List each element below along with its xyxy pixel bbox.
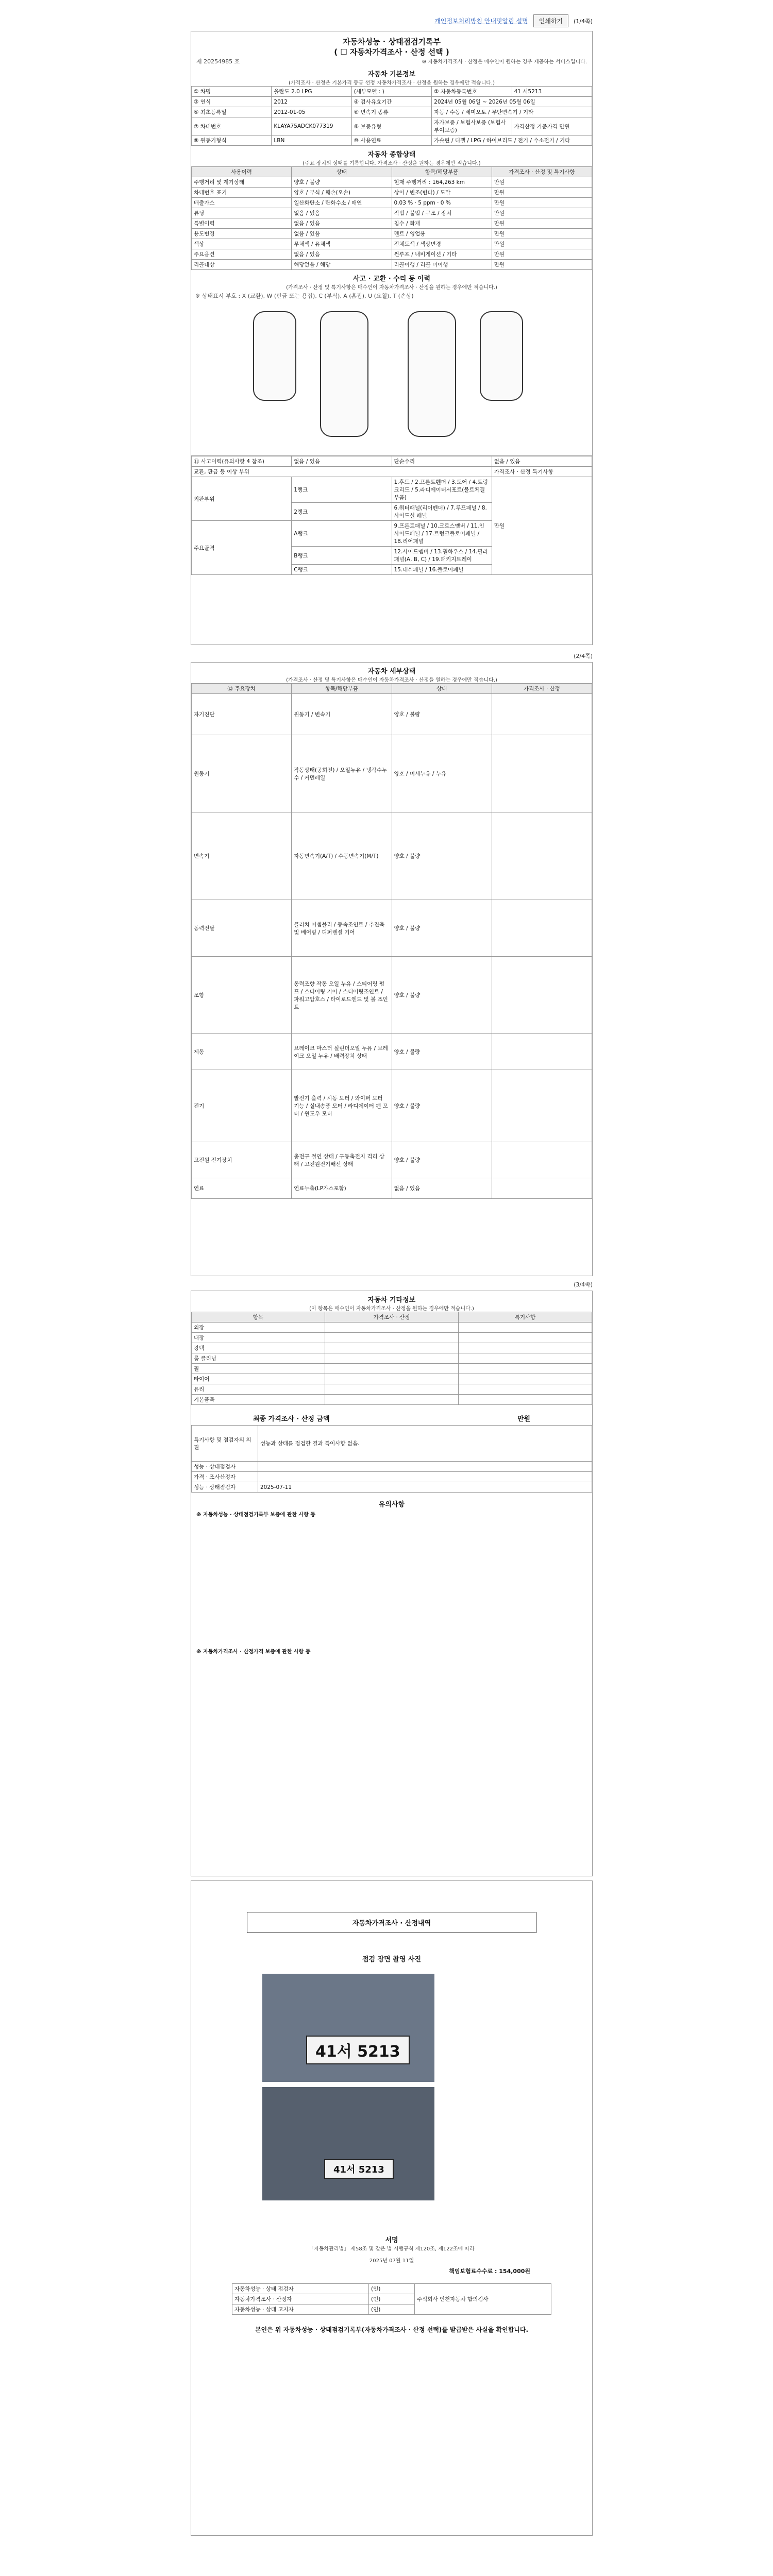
detail-table: ⑫ 주요장치 항목/해당부품 상태 가격조사 · 산정 자기진단 원동기 / 변속기 양호 / 불량 원동기 작동상태(공회전) / 오일누유 / 냉각수누수 / 커먼레일 양호 / 미세누유 / 누유 변속기 자동변속기(A/T) / 수동변속기(M/T) 양호 / 불량 동력전달 클러치 어셈블리 / 등속조인트 / 추진축 및 베어링 / 디퍼렌셜 기어 양호 / 불량 조향 동력조향 작동 오일 누유 / 스티어링 펌프 / 스티어링 기어 / 스티어링조인트 / 파워고압호스 / 타이로드엔드 및 볼 조인트 양호 / 불량 제동 브레이크 마스터 실린더오일 누유 / 브레이크 오일 누유 / 배력장치 상태 양호 / 불량 전기 발전기 출력 / 시동 모터 / 와이퍼 모터 기능 / 실내송풍 모터 / 라디에이터 팬 모터 / 윈도우 모터 양호 / 불량 고전원 전기장치 충전구 절연 상태 / 구동축전지 격리 상태 / 고전원전기배선 상태 양호 / 불량 연료 연료누출(LP가스포함) 없음 / 있음 xyxy=(191,683,592,1199)
fee: 책임보험료수수료 : 154,000원 xyxy=(449,2268,530,2275)
car-top-view xyxy=(320,311,368,437)
page-number-3: (3/4쪽) xyxy=(574,1281,593,1288)
price-title: 최종 가격조사 · 산정 금액 xyxy=(253,1415,330,1423)
opinion-table: 특기사항 및 점검자의 의견 성능과 상태를 점검한 결과 특이사항 없음. 성능 · 상태점검자 가격 · 조사산정자 성능 · 상태점검자 2025-07-11 xyxy=(191,1425,592,1493)
accident-table: ⑪ 사고이력(유의사항 4 참조) 없음 / 있음 단순수리 없음 / 있음 교환, 판금 등 이상 부위 가격조사 · 산정 특기사항 외판부위 1랭크 1.후드 / 2.프론트휀더 / 3.도어 / 4.트렁크리드 / 5.라디에이터서포트(볼트체결부품) 만원 2랭크 6.쿼터패널(리어펜더) / 7.루프패널 / 8.사이드실 패널 주요골격 A랭크 9.프론트패널 / 10.크로스멤버 / 11.인사이드패널 / 17.트렁크플로어패널 / 18.리어패널 B랭크 12.사이드멤버 / 13.휠하우스 / 14.필러패널(A, B, C) / 19.패키지트레이 C랭크 15.대쉬패널 / 16.플로어패널 xyxy=(191,456,592,575)
other-info-table: 항목 가격조사 · 산정 특기사항 외장 내장 광택 룸 클리닝 휠 타이어 유리 기본품목 xyxy=(191,1312,592,1405)
inspection-photo-front xyxy=(262,1974,434,2082)
sign-table: 자동차성능 · 상태 점검자 (인) 주식회사 인천자동차 합의검사 자동차가격조사 · 산정자 (인) 자동차성능 · 상태 고지자 (인) xyxy=(232,2283,551,2315)
document-number: 제 20254985 호 xyxy=(196,58,240,65)
page-3 xyxy=(191,1291,593,1876)
detail-title: 자동차 세부상태 xyxy=(367,668,416,675)
footer-statement: 본인은 위 자동차성능 · 상태점검기록부(자동차가격조사 · 산정 선택)를 발급받은 사실을 확인합니다. xyxy=(255,2326,529,2333)
car-right-view xyxy=(480,311,523,401)
car-left-view xyxy=(253,311,296,401)
page-number-1: (1/4쪽) xyxy=(574,18,593,25)
inspection-photo-rear xyxy=(262,2087,434,2200)
legend: ※ 상태표시 부호 : X (교환), W (판금 또는 용접), C (부식), A (흠집), U (요철), T (손상) xyxy=(195,293,414,299)
page-number-2: (2/4쪽) xyxy=(574,653,593,659)
summary-table: 사용이력 상태 항목/해당부품 가격조사 · 산정 및 특기사항 주행거리 및 계기상태 양호 / 불량 현재 주행거리 : 164,263 km 만원 차대번호 표기 양호 / 부식 / 훼손(오손) 상이 / 변조(변타) / 도말 만원 배출가스 일산화탄소 / 탄화수소 / 매연 0.03 % · 5 ppm · 0 % 만원 튜닝 없음 / 있음 적법 / 불법 / 구조 / 장치 만원 특별이력 없음 / 있음 침수 / 화재 만원 용도변경 없음 / 있음 렌트 / 영업용 만원 색상 무채색 / 유채색 전체도색 / 색상변경 만원 주요옵션 없음 / 있음 썬루프 / 내비게이션 / 기타 만원 리콜대상 해당없음 / 해당 리콜이행 / 리콜 미이행 만원 xyxy=(191,166,592,270)
car-bottom-view xyxy=(408,311,456,437)
sign-date: 2025년 07월 11일 xyxy=(369,2258,414,2264)
sign-note: 「자동차관리법」 제58조 및 같은 법 시행규칙 제120조, 제122조에 따라 xyxy=(309,2246,475,2252)
photo-title: 점검 장면 촬영 사진 xyxy=(362,1956,422,1963)
caution-1: ※ 자동차성능 · 상태점검기록부 보증에 관한 사항 등 xyxy=(196,1512,316,1518)
price-unit: 만원 xyxy=(517,1415,530,1423)
confirm-title: 자동차가격조사 · 산정내역 xyxy=(352,1920,431,1927)
page-1 xyxy=(191,31,593,645)
top-bar xyxy=(434,14,593,27)
summary-title: 자동차 종합상태 xyxy=(367,151,416,159)
print-button[interactable]: 인쇄하기 xyxy=(533,14,568,27)
caution-title: 유의사항 xyxy=(378,1501,405,1509)
document-note: ※ 자동차가격조사 · 산정은 매수인이 원하는 경우 제공하는 서비스입니다. xyxy=(422,59,587,65)
page-4 xyxy=(191,1880,593,2536)
other-info-title: 자동차 기타정보 xyxy=(367,1296,416,1304)
document-title: 자동차성능 · 상태점검기록부 xyxy=(342,37,441,46)
basic-info-title: 자동차 기본정보 xyxy=(367,71,416,78)
basic-info-note: (가격조사 · 산정은 기본가격 등급 선정 자동차가격조사 · 산정을 원하는 경우에만 적습니다.) xyxy=(288,80,495,86)
summary-note: (주요 장치의 상태를 기록합니다. 가격조사 · 산정을 원하는 경우에만 적습니다.) xyxy=(303,161,481,166)
sign-title: 서명 xyxy=(385,2236,398,2244)
caution-2: ※ 자동차가격조사 · 산정가격 보증에 관한 사항 등 xyxy=(196,1649,311,1655)
license-plate-front: 41서 5213 xyxy=(306,2036,410,2064)
detail-note: (가격조사 · 산정 및 특기사항은 매수인이 자동차가격조사 · 산정을 원하는 경우에만 적습니다.) xyxy=(286,677,497,683)
basic-info-table: ① 차명 올란도 2.0 LPG (세부모델 : ) ② 자동차등록번호 41 서5213 ③ 연식 2012 ④ 검사유효기간 2024년 05월 06일 ~ 2026년 05월 06일 ⑤ 최초등록일 2012-01-05 ⑥ 변속기 종류 자동 / 수동 / 세미오토 / 무단변속기 / 기타 ⑦ 차대번호 KLAYA75ADCK077319 ⑧ 보증유형 자가보증 / 보험사보증 (보험사부여보증) 가격산정 기준가격 만원 ⑨ 원동기형식 LBN ⑩ 사용연료 가솔린 / 디젤 / LPG / 하이브리드 / 전기 / 수소전기 / 기타 xyxy=(191,86,592,146)
page-2 xyxy=(191,662,593,1276)
accident-note: (가격조사 · 산정 및 특기사항은 매수인이 자동차가격조사 · 산정을 원하는 경우에만 적습니다.) xyxy=(286,285,497,291)
document-subtitle: ( ☐ 자동차가격조사 · 산정 선택 ) xyxy=(334,47,449,57)
accident-title: 사고 · 교환 · 수리 등 이력 xyxy=(352,275,431,283)
policy-link[interactable]: 개인정보처리방침 안내및알림 설명 xyxy=(434,18,528,25)
license-plate-rear: 41서 5213 xyxy=(324,2159,394,2179)
other-info-note: (이 항목은 매수인이 자동차가격조사 · 산정을 원하는 경우에만 적습니다.) xyxy=(309,1306,474,1312)
car-diagram xyxy=(191,301,592,456)
